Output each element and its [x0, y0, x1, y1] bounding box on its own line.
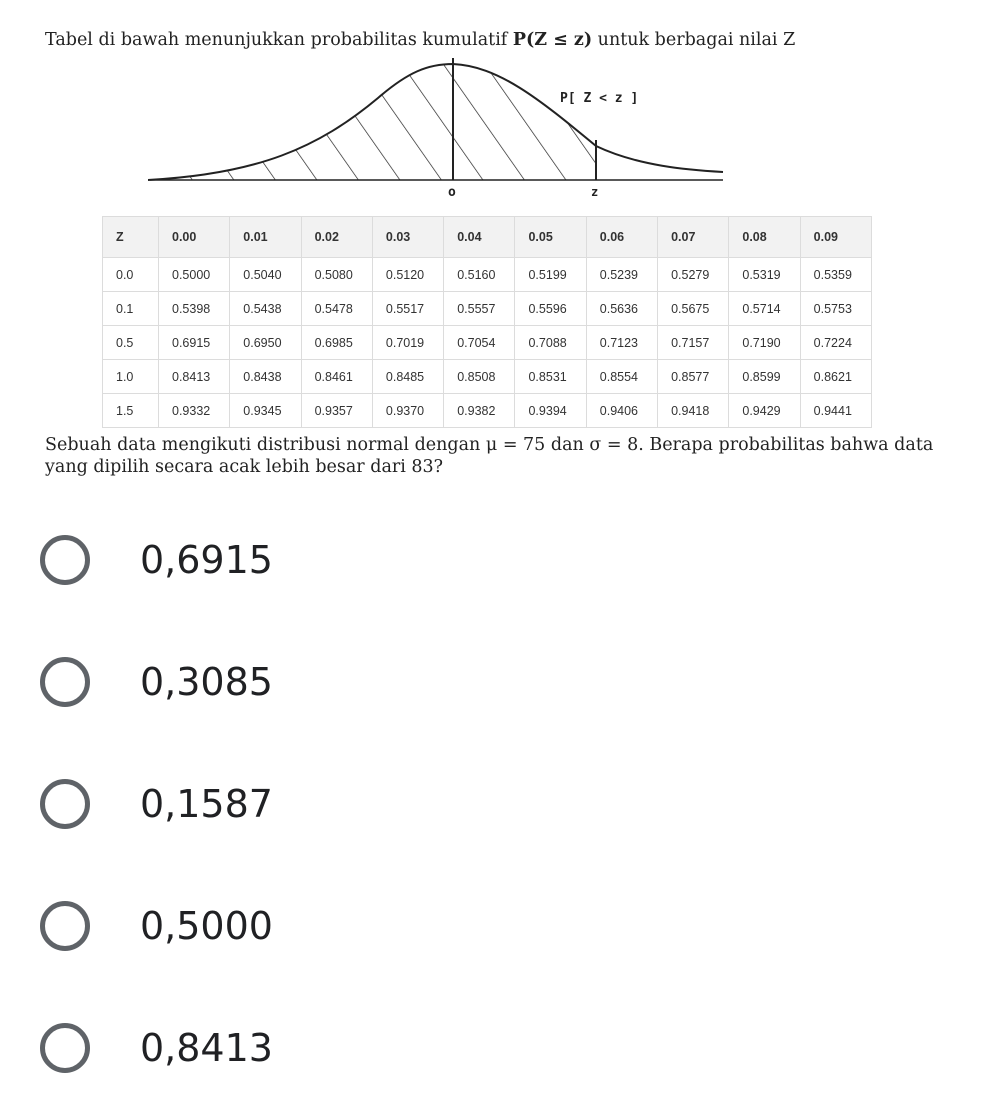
z-probability-cell: 0.7088 [515, 326, 586, 360]
z-probability-cell: 0.9370 [372, 394, 443, 428]
z-table-header-cell: 0.05 [515, 217, 586, 258]
z-probability-cell: 0.8438 [230, 360, 301, 394]
answer-option-label: 0,1587 [140, 782, 273, 826]
radio-button[interactable] [40, 779, 90, 829]
z-probability-cell: 0.9382 [444, 394, 515, 428]
radio-button[interactable] [40, 1023, 90, 1073]
z-probability-cell: 0.8413 [159, 360, 230, 394]
z-probability-cell: 0.5753 [800, 292, 871, 326]
z-probability-cell: 0.5199 [515, 258, 586, 292]
radio-button[interactable] [40, 535, 90, 585]
z-probability-cell: 0.9394 [515, 394, 586, 428]
z-table-header-row [103, 217, 872, 258]
z-probability-cell: 0.7224 [800, 326, 871, 360]
answer-option-label: 0,6915 [140, 538, 273, 582]
z-table [102, 216, 872, 428]
z-table-header-cell: 0.08 [729, 217, 800, 258]
z-probability-cell: 0.5279 [658, 258, 729, 292]
z-probability-cell: 0.9429 [729, 394, 800, 428]
z-probability-cell: 0.5000 [159, 258, 230, 292]
z-probability-cell: 0.7157 [658, 326, 729, 360]
z-probability-cell: 0.8554 [586, 360, 657, 394]
z-probability-cell: 0.9357 [301, 394, 372, 428]
z-table-body [103, 258, 872, 428]
table-row [103, 292, 872, 326]
intro-formula: P(Z ≤ z) [512, 30, 593, 50]
z-probability-cell: 0.6950 [230, 326, 301, 360]
answer-option[interactable] [40, 896, 540, 956]
z-probability-cell: 0.8485 [372, 360, 443, 394]
normal-curve-svg [148, 58, 728, 208]
answer-option[interactable] [40, 530, 540, 590]
z-table-header-cell: 0.01 [230, 217, 301, 258]
z-probability-cell: 0.5636 [586, 292, 657, 326]
table-row [103, 326, 872, 360]
z-probability-cell: 0.9345 [230, 394, 301, 428]
z-probability-cell: 0.8621 [800, 360, 871, 394]
z-probability-cell: 0.8461 [301, 360, 372, 394]
z-label: z [591, 185, 599, 199]
intro-prefix: Tabel di bawah menunjukkan probabilitas kumulatif [45, 30, 513, 50]
z-probability-cell: 0.9418 [658, 394, 729, 428]
z-probability-cell: 0.5438 [230, 292, 301, 326]
z-probability-cell: 0.5239 [586, 258, 657, 292]
z-probability-cell: 0.5040 [230, 258, 301, 292]
z-probability-cell: 0.8577 [658, 360, 729, 394]
z-row-label: 0.5 [103, 326, 159, 360]
question-text [45, 434, 970, 478]
answer-option[interactable] [40, 1018, 540, 1078]
z-table-header-cell: 0.06 [586, 217, 657, 258]
z-table-header-cell: 0.04 [444, 217, 515, 258]
z-probability-cell: 0.5359 [800, 258, 871, 292]
mean-label: o [448, 185, 456, 200]
z-probability-cell: 0.7019 [372, 326, 443, 360]
z-row-label: 1.5 [103, 394, 159, 428]
answer-option-label: 0,5000 [140, 904, 273, 948]
shaded-area [148, 64, 596, 180]
z-table-header-cell: 0.07 [658, 217, 729, 258]
z-probability-cell: 0.5120 [372, 258, 443, 292]
z-probability-cell: 0.6985 [301, 326, 372, 360]
question-line-1: Sebuah data mengikuti distribusi normal dengan μ = 75 dan σ = 8. Berapa probabilitas bahwa data [45, 435, 934, 455]
z-table-header-cell: 0.00 [159, 217, 230, 258]
z-table-header-cell: Z [103, 217, 159, 258]
z-probability-cell: 0.9332 [159, 394, 230, 428]
intro-suffix: untuk berbagai nilai Z [592, 30, 796, 50]
table-row [103, 258, 872, 292]
radio-button[interactable] [40, 901, 90, 951]
table-row [103, 394, 872, 428]
z-probability-cell: 0.9406 [586, 394, 657, 428]
z-probability-cell: 0.5319 [729, 258, 800, 292]
z-probability-cell: 0.5714 [729, 292, 800, 326]
z-probability-cell: 0.5675 [658, 292, 729, 326]
table-row [103, 360, 872, 394]
normal-curve-figure [148, 58, 728, 208]
z-probability-cell: 0.6915 [159, 326, 230, 360]
z-probability-cell: 0.7190 [729, 326, 800, 360]
z-probability-cell: 0.5557 [444, 292, 515, 326]
z-probability-cell: 0.7054 [444, 326, 515, 360]
z-probability-cell: 0.5160 [444, 258, 515, 292]
z-table-header-cell: 0.09 [800, 217, 871, 258]
answer-option[interactable] [40, 652, 540, 712]
answer-option[interactable] [40, 774, 540, 834]
z-table-header-cell: 0.03 [372, 217, 443, 258]
answer-option-label: 0,3085 [140, 660, 273, 704]
z-probability-cell: 0.8531 [515, 360, 586, 394]
z-row-label: 0.1 [103, 292, 159, 326]
z-probability-cell: 0.8599 [729, 360, 800, 394]
intro-text [45, 30, 795, 50]
z-row-label: 1.0 [103, 360, 159, 394]
question-line-2: yang dipilih secara acak lebih besar dari 83? [45, 457, 444, 477]
z-probability-cell: 0.8508 [444, 360, 515, 394]
z-row-label: 0.0 [103, 258, 159, 292]
z-probability-cell: 0.7123 [586, 326, 657, 360]
z-probability-cell: 0.5478 [301, 292, 372, 326]
z-probability-cell: 0.5398 [159, 292, 230, 326]
z-probability-cell: 0.5080 [301, 258, 372, 292]
area-label: P[ Z < z ] [560, 91, 639, 106]
z-table-header-cell: 0.02 [301, 217, 372, 258]
answer-option-label: 0,8413 [140, 1026, 273, 1070]
z-probability-cell: 0.5517 [372, 292, 443, 326]
z-probability-cell: 0.9441 [800, 394, 871, 428]
z-probability-cell: 0.5596 [515, 292, 586, 326]
radio-button[interactable] [40, 657, 90, 707]
